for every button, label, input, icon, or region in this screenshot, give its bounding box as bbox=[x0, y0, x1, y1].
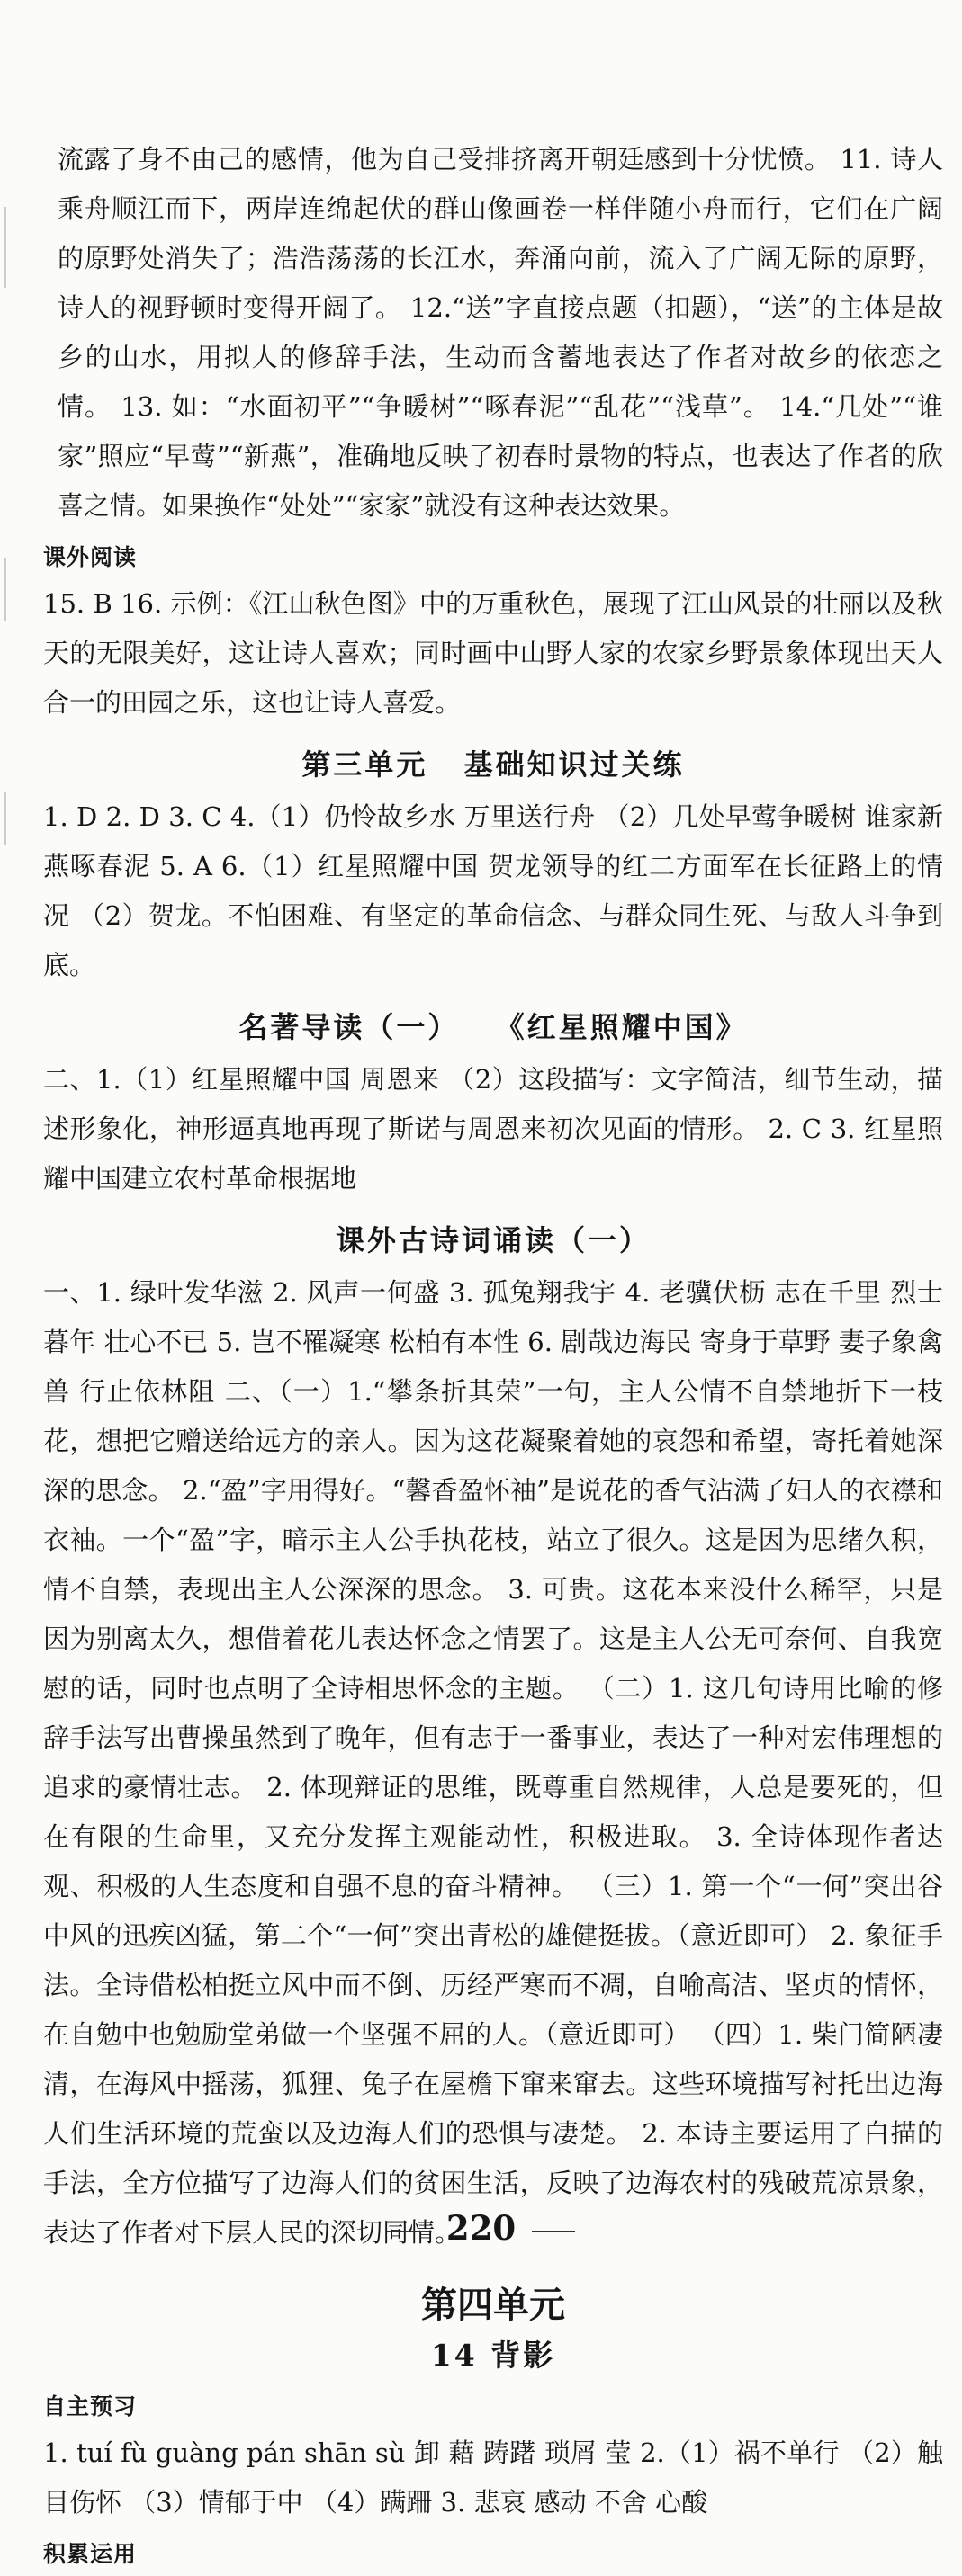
unit3-title: 第三单元 基础知识过关练 bbox=[301, 747, 685, 782]
footer-dash-right bbox=[532, 2231, 575, 2232]
mingzhu-title: 名著导读（一） 《红星照耀中国》 bbox=[238, 1010, 748, 1044]
page-edge-mark bbox=[4, 207, 6, 288]
page-number: 220 bbox=[445, 2208, 517, 2248]
answers-extracurricular: 15. B 16. 示例：《江山秋色图》中的万重秋色，展现了江山风景的壮丽以及秋天的无限美好，这让诗人喜欢；同时画中山野人家的农家乡野景象体现出天人合一的田园之乐，这也让诗人喜爱。 bbox=[43, 588, 943, 718]
page-footer bbox=[0, 2208, 962, 2248]
answers-poetry: 一、1. 绿叶发华滋 2. 风声一何盛 3. 孤兔翔我宇 4. 老骥伏枥 志在千里 烈士暮年 壮心不已 5. 岂不罹凝寒 松柏有本性 6. 剧哉边海民 寄身于草野 妻子象禽兽 行止依林阻 二、（一）1.“攀条折其荣”一句，主人公情不自禁地折下一枝花，想把它赠送给远方的亲人。因为这花凝聚着她的哀怨和希望，寄托着她深深的思念。 2.“盈”字用得好。“馨香盈怀袖”是说花的香气沾满了妇人的衣襟和衣袖。一个“盈”字，暗示主人公手执花枝，站立了很久。这是因为思绪久积，情不自禁，表现出主人公深深的思念。 3. 可贵。这花本来没什么稀罕，只是因为别离太久，想借着花儿表达怀念之情罢了。这是主人公无可奈何、自我宽慰的话，同时也点明了全诗相思怀念的主题。 （二）1. 这几句诗用比喻的修辞手法写出曹操虽然到了晚年，但有志于一番事业，表达了一种对宏伟理想的追求的豪情壮志。 2. 体现辩证的思维，既尊重自然规律，人总是要死的，但在有限的生命里，又充分发挥主观能动性，积极进取。 3. 全诗体现作者达观、积极的人生态度和自强不息的奋斗精神。 （三）1. 第一个“一何”突出谷中风的迅疾凶猛，第二个“一何”突出青松的雄健挺拔。（意近即可） 2. 象征手法。全诗借松柏挺立风中而不倒、历经严寒而不凋，自喻高洁、坚贞的情怀，在自勉中也勉励堂弟做一个坚强不屈的人。（意近即可） （四）1. 柴门简陋凄清，在海风中摇荡，狐狸、兔子在屋檐下窜来窜去。这些环境描写衬托出边海人们生活环境的荒蛮以及边海人们的恐惧与凄楚。 2. 本诗主要运用了白描的手法，全方位描写了边海人们的贫困生活，反映了边海农村的残破荒凉景象，表达了作者对下层人民的深切同情。 bbox=[43, 1277, 943, 2248]
answers-preview: 1. tuí fù guàng pán shān sù 卸 藉 踌躇 琐屑 莹 2.（1）祸不单行 （2）触目伤怀 （3）情郁于中 （4）蹒跚 3. 悲哀 感动 不舍 心酸 bbox=[43, 2437, 943, 2518]
poetry-title: 课外古诗词诵读（一） bbox=[335, 1223, 651, 1257]
page-edge-mark bbox=[4, 792, 6, 845]
answers-mingzhu: 二、1.（1）红星照耀中国 周恩来 （2）这段描写：文字简洁，细节生动，描述形象化，神形逼真地再现了斯诺与周恩来初次见面的情形。 2. C 3. 红星照耀中国建立农村革命根据地 bbox=[43, 1064, 943, 1194]
page-edge-mark bbox=[4, 558, 6, 621]
unit4-title: 第四单元 bbox=[421, 2285, 565, 2326]
section-label-extracurricular: 课外阅读 bbox=[43, 544, 138, 570]
section-label-accumulation: 积累运用 bbox=[43, 2541, 138, 2567]
section-label-preview: 自主预习 bbox=[43, 2393, 138, 2419]
answers-unit3: 1. D 2. D 3. C 4.（1）仍怜故乡水 万里送行舟 （2）几处早莺争暖树 谁家新燕啄春泥 5. A 6.（1）红星照耀中国 贺龙领导的红二方面军在长征路上的情况 （2）贺龙。不怕困难、有坚定的革命信念、与群众同生死、与敌人斗争到底。 bbox=[43, 801, 943, 980]
lesson-title: 14 背影 bbox=[430, 2338, 556, 2373]
answers-unit2-continued: 流露了身不由己的感情，他为自己受排挤离开朝廷感到十分忧愤。 11. 诗人乘舟顺江而下，两岸连绵起伏的群山像画卷一样伴随小舟而行，它们在广阔的原野处消失了；浩浩荡荡的长江水，奔涌向前，流入了广阔无际的原野，诗人的视野顿时变得开阔了。 12.“送”字直接点题（扣题），“送”的主体是故乡的山水，用拟人的修辞手法，生动而含蓄地表达了作者对故乡的依恋之情。 13. 如：“水面初平”“争暖树”“啄春泥”“乱花”“浅草”。 14.“几处”“谁家”照应“早莺”“新燕”，准确地反映了初春时景物的特点，也表达了作者的欣喜之情。如果换作“处处”“家家”就没有这种表达效果。 bbox=[58, 144, 943, 521]
footer-dash-left bbox=[387, 2231, 430, 2232]
